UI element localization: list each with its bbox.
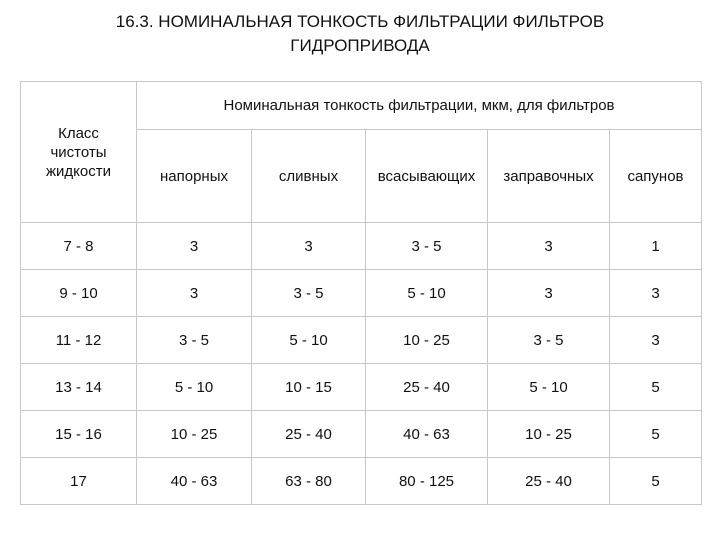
table-cell: 3 bbox=[137, 270, 252, 317]
table-row bbox=[21, 458, 702, 505]
table-cell: 5 bbox=[610, 411, 702, 458]
table-cell: 9 - 10 bbox=[21, 270, 137, 317]
table-cell: 15 - 16 bbox=[21, 411, 137, 458]
title-line-1: 16.3. НОМИНАЛЬНАЯ ТОНКОСТЬ ФИЛЬТРАЦИИ ФИЛЬТРОВ bbox=[115, 12, 605, 31]
table-cell: 3 bbox=[488, 270, 610, 317]
table-cell: 80 - 125 bbox=[366, 458, 488, 505]
table-row bbox=[21, 317, 702, 364]
table-row bbox=[21, 270, 702, 317]
class-header-line: Класс bbox=[58, 124, 99, 142]
group-header-text: Номинальная тонкость фильтрации, мкм, для фильтров bbox=[223, 97, 615, 114]
table-cell: 5 - 10 bbox=[137, 364, 252, 411]
table-row bbox=[21, 223, 702, 270]
table-cell: 13 - 14 bbox=[21, 364, 137, 411]
table-cell: 10 - 15 bbox=[252, 364, 366, 411]
table-cell: 17 bbox=[21, 458, 137, 505]
table-cell: 5 bbox=[610, 364, 702, 411]
table-cell: 5 bbox=[610, 458, 702, 505]
table-cell: 3 - 5 bbox=[137, 317, 252, 364]
table-cell: 3 bbox=[488, 223, 610, 270]
table-cell: 63 - 80 bbox=[252, 458, 366, 505]
column-header: напорных bbox=[137, 130, 252, 223]
column-header: сапунов bbox=[610, 130, 702, 223]
table-cell: 3 bbox=[252, 223, 366, 270]
table-row bbox=[21, 364, 702, 411]
table-cell: 40 - 63 bbox=[366, 411, 488, 458]
class-header-line: жидкости bbox=[46, 162, 111, 180]
column-header: заправочных bbox=[488, 130, 610, 223]
table-cell: 3 bbox=[137, 223, 252, 270]
table-cell: 3 - 5 bbox=[252, 270, 366, 317]
column-header: всасывающих bbox=[366, 130, 488, 223]
table-cell: 25 - 40 bbox=[252, 411, 366, 458]
table-cell: 3 - 5 bbox=[488, 317, 610, 364]
table-cell: 11 - 12 bbox=[21, 317, 137, 364]
page-title bbox=[0, 10, 720, 58]
table-row bbox=[21, 411, 702, 458]
table-cell: 5 - 10 bbox=[252, 317, 366, 364]
column-header: сливных bbox=[252, 130, 366, 223]
table-cell: 7 - 8 bbox=[21, 223, 137, 270]
table-cell: 5 - 10 bbox=[488, 364, 610, 411]
table-cell: 5 - 10 bbox=[366, 270, 488, 317]
filtration-group-header bbox=[137, 82, 702, 130]
class-header-line: чистоты bbox=[50, 143, 107, 161]
table-cell: 1 bbox=[610, 223, 702, 270]
table-cell: 25 - 40 bbox=[488, 458, 610, 505]
filtration-table bbox=[20, 81, 702, 505]
table-cell: 3 - 5 bbox=[366, 223, 488, 270]
header-row-group bbox=[21, 82, 702, 130]
class-column-header bbox=[21, 82, 137, 223]
table-cell: 25 - 40 bbox=[366, 364, 488, 411]
table-cell: 10 - 25 bbox=[137, 411, 252, 458]
table-cell: 10 - 25 bbox=[488, 411, 610, 458]
table-cell: 3 bbox=[610, 317, 702, 364]
table-cell: 3 bbox=[610, 270, 702, 317]
title-line-2: ГИДРОПРИВОДА bbox=[290, 36, 430, 55]
table-cell: 40 - 63 bbox=[137, 458, 252, 505]
table-cell: 10 - 25 bbox=[366, 317, 488, 364]
